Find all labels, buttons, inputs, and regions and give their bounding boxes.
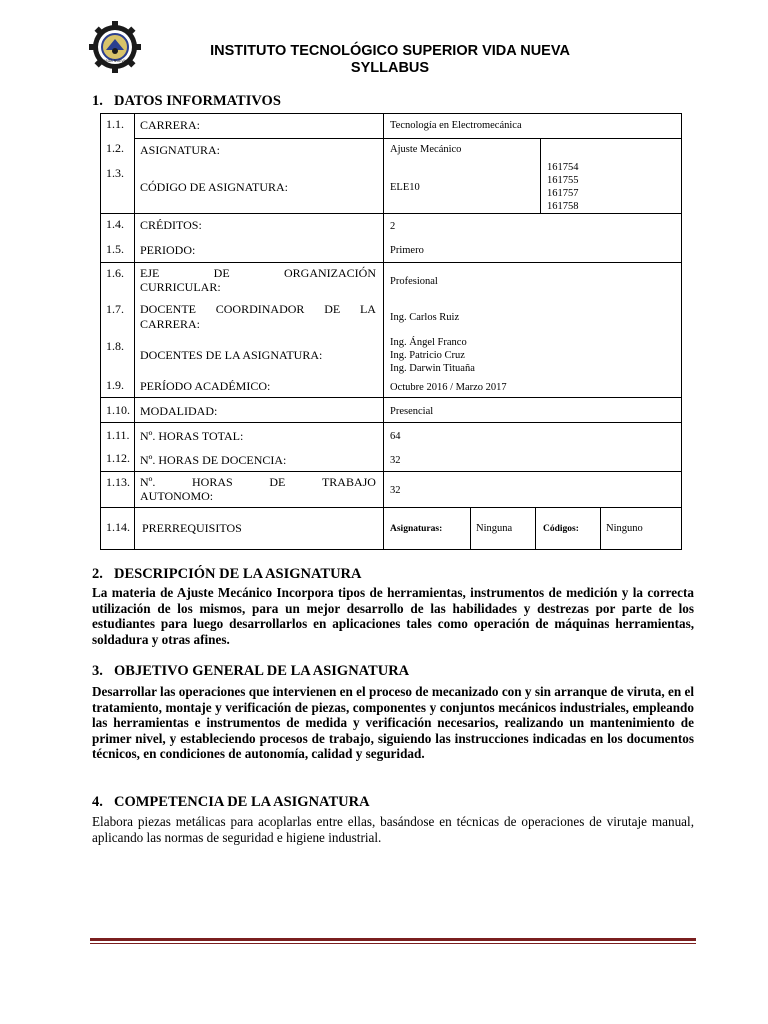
row-number: 1.8. bbox=[106, 339, 124, 353]
row-value-asignatura: Ajuste Mecánico bbox=[390, 144, 462, 155]
row-number: 1.12. bbox=[106, 451, 130, 465]
row-value-creditos: 2 bbox=[390, 221, 396, 232]
institution-title: INSTITUTO TECNOLÓGICO SUPERIOR VIDA NUEVA bbox=[210, 43, 570, 59]
row-value-trabajo-autonomo: 32 bbox=[390, 485, 401, 496]
row-label-trabajo-autonomo-line2: AUTONOMO: bbox=[140, 489, 214, 503]
row-value-modalidad: Presencial bbox=[390, 406, 434, 417]
row-number: 1.6. bbox=[106, 266, 124, 280]
row-label-asignatura: ASIGNATURA: bbox=[140, 143, 221, 157]
row-label-horas-total: Nº. HORAS TOTAL: bbox=[140, 429, 244, 443]
row-label-periodo-academico: PERÍODO ACADÉMICO: bbox=[140, 379, 271, 393]
footer-rule-thin bbox=[90, 943, 696, 944]
row-value-periodo-academico: Octubre 2016 / Marzo 2017 bbox=[390, 382, 507, 393]
document-subtitle: SYLLABUS bbox=[350, 60, 430, 76]
section-3-heading: 3. OBJETIVO GENERAL DE LA ASIGNATURA bbox=[92, 663, 410, 679]
row-number: 1.14. bbox=[106, 520, 130, 534]
row-number: 1.5. bbox=[106, 242, 124, 256]
prereq-asignaturas-label: Asignaturas: bbox=[390, 524, 443, 534]
section-4-heading: 4. COMPETENCIA DE LA ASIGNATURA bbox=[92, 794, 370, 810]
row-label-coordinador-line1: DOCENTE COORDINADOR DE LA bbox=[140, 302, 376, 316]
docente-name: Ing. Patricio Cruz bbox=[390, 350, 465, 361]
code-item: 161758 bbox=[547, 201, 579, 212]
row-number: 1.1. bbox=[106, 117, 124, 131]
row-number: 1.3. bbox=[106, 166, 124, 180]
competence-paragraph: Elabora piezas metálicas para acoplarlas entre ellas, basándose en técnicas de operaciones de virutaje manual, aplicando las normas de seguridad e higiene industrial. bbox=[92, 814, 694, 845]
row-number: 1.13. bbox=[106, 475, 130, 489]
section-2-heading: 2. DESCRIPCIÓN DE LA ASIGNATURA bbox=[92, 566, 362, 582]
code-item: 161754 bbox=[547, 162, 579, 173]
row-label-codigo: CÓDIGO DE ASIGNATURA: bbox=[140, 180, 289, 194]
row-label-coordinador-line2: CARRERA: bbox=[140, 317, 201, 331]
row-label-horas-docencia: Nº. HORAS DE DOCENCIA: bbox=[140, 453, 287, 467]
row-label-prerrequisitos: PRERREQUISITOS bbox=[142, 521, 242, 535]
row-label-periodo: PERIODO: bbox=[140, 243, 196, 257]
logo-text: VIDA NUEVA bbox=[103, 59, 127, 63]
gear-seal-logo-icon bbox=[88, 20, 142, 74]
row-number: 1.4. bbox=[106, 217, 124, 231]
row-number: 1.2. bbox=[106, 141, 124, 155]
docente-name: Ing. Darwin Tituaña bbox=[390, 363, 475, 374]
row-value-eje: Profesional bbox=[390, 276, 438, 287]
footer-rule-thick bbox=[90, 938, 696, 941]
row-number: 1.9. bbox=[106, 378, 124, 392]
code-item: 161757 bbox=[547, 188, 579, 199]
row-value-carrera: Tecnología en Electromecánica bbox=[390, 120, 522, 131]
prereq-codigos-label: Códigos: bbox=[543, 524, 579, 534]
description-paragraph: La materia de Ajuste Mecánico Incorpora tipos de herramientas, instrumentos de medición y la correcta utilización de los mismos, para un mejor desarrollo de las habilidades y destrezas por parte de los estudiantes para luego desarrollarlos en aplicaciones tales como operación de máquinas herramientas, soldadura y otras afines. bbox=[92, 585, 694, 647]
row-value-horas-total: 64 bbox=[390, 431, 401, 442]
datos-informativos-table bbox=[100, 113, 682, 550]
row-label-eje-line1: EJE DE ORGANIZACIÓN bbox=[140, 266, 376, 280]
row-value-codigo: ELE10 bbox=[390, 182, 420, 193]
row-label-creditos: CRÉDITOS: bbox=[140, 218, 202, 232]
row-label-modalidad: MODALIDAD: bbox=[140, 404, 218, 418]
row-label-carrera: CARRERA: bbox=[140, 118, 201, 132]
code-item: 161755 bbox=[547, 175, 579, 186]
prereq-asignaturas-value: Ninguna bbox=[476, 523, 513, 534]
objective-paragraph: Desarrollar las operaciones que intervienen en el proceso de mecanizado con y sin arranque de viruta, en el tratamiento, montaje y verificación de piezas, componentes y conjuntos mecánicos industriales, empleando las herramientas e instrumentos de medida y verificación necesarios, realizando un mantenimiento de primer nivel, y estableciendo procesos de trabajo, siguiendo las instrucciones indicadas en los documentos técnicos, en condiciones de autonomía, calidad y seguridad. bbox=[92, 684, 694, 761]
row-label-docentes: DOCENTES DE LA ASIGNATURA: bbox=[140, 348, 323, 362]
row-label-eje-line2: CURRICULAR: bbox=[140, 280, 221, 294]
prereq-codigos-value: Ninguno bbox=[606, 523, 643, 534]
row-label-trabajo-autonomo-line1: Nº. HORAS DE TRABAJO bbox=[140, 475, 376, 489]
docente-name: Ing. Ángel Franco bbox=[390, 337, 467, 348]
section-1-heading: 1. DATOS INFORMATIVOS bbox=[92, 93, 281, 109]
row-value-coordinador: Ing. Carlos Ruiz bbox=[390, 312, 460, 323]
row-number: 1.7. bbox=[106, 302, 124, 316]
row-number: 1.11. bbox=[106, 428, 130, 442]
row-value-periodo: Primero bbox=[390, 245, 424, 256]
row-value-horas-docencia: 32 bbox=[390, 455, 401, 466]
row-number: 1.10. bbox=[106, 403, 130, 417]
